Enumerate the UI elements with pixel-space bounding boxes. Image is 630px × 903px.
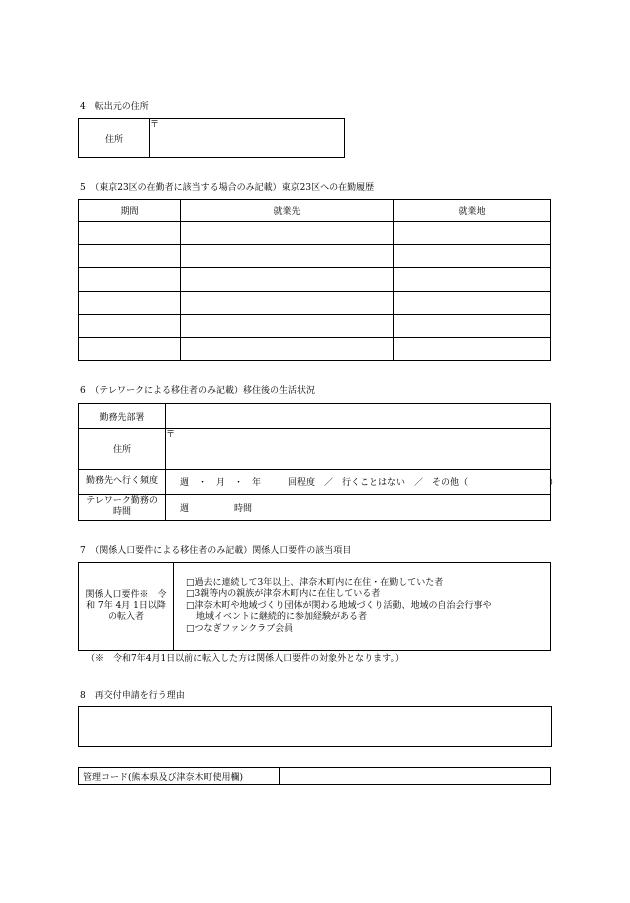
workplace-cell[interactable] — [394, 314, 551, 337]
relationship-requirement-table — [78, 562, 551, 651]
section8-heading: 8 再交付申請を行う理由 — [80, 691, 185, 701]
employer-cell[interactable] — [181, 314, 394, 337]
section7-heading: 7 （関係人口要件による移住者のみ記載）関係人口要件の該当項目 — [80, 546, 352, 556]
column-header-workplace: 就業地 — [394, 200, 551, 222]
telework-address-field[interactable] — [166, 429, 551, 469]
table-row — [79, 314, 551, 337]
employer-cell[interactable] — [181, 337, 394, 360]
section6-heading: 6 （テレワークによる移住者のみ記載）移住後の生活状況 — [80, 386, 316, 396]
option-community-activity-cont: 地域イベントに継続的に参加経験がある者 — [196, 612, 368, 623]
table-row — [79, 245, 551, 268]
telework-status-table — [78, 403, 559, 521]
period-cell[interactable] — [79, 314, 181, 337]
table-row — [79, 268, 551, 291]
relationship-options — [174, 563, 551, 651]
option-community-activity[interactable]: □津奈木町や地域づくり団体が関わる地域づくり活動、地域の自治会行事や — [186, 600, 492, 611]
relationship-requirement-label: 関係人口要件※ 令和 7年 4月 1日以降の転入者 — [79, 563, 174, 651]
admin-code-label: 管理コード(熊本県及び津奈木町使用欄) — [79, 768, 280, 785]
workplace-cell[interactable] — [394, 291, 551, 314]
period-cell[interactable] — [79, 222, 181, 245]
column-header-period: 期間 — [79, 200, 181, 222]
previous-address-field[interactable] — [150, 119, 345, 158]
department-label: 勤務先部署 — [79, 404, 166, 429]
employer-cell[interactable] — [181, 291, 394, 314]
period-cell[interactable] — [79, 245, 181, 268]
admin-code-table — [78, 767, 551, 785]
workplace-cell[interactable] — [394, 268, 551, 291]
previous-address-label: 住所 — [79, 119, 150, 158]
employer-cell[interactable] — [181, 222, 394, 245]
period-cell[interactable] — [79, 337, 181, 360]
work-history-table — [78, 199, 551, 361]
table-row — [79, 291, 551, 314]
commute-frequency-options[interactable]: 週 ・ 月 ・ 年 回程度 ／ 行くことはない ／ その他（ ） — [166, 469, 551, 494]
option-former-resident[interactable]: □過去に連続して3年以上、津奈木町内に在住・在勤していた者 — [186, 577, 444, 588]
column-header-employer: 就業先 — [181, 200, 394, 222]
employer-cell[interactable] — [181, 245, 394, 268]
previous-address-table — [78, 118, 345, 158]
department-field[interactable] — [166, 404, 551, 429]
workplace-cell[interactable] — [394, 245, 551, 268]
section5-heading: 5 （東京23区の在勤者に該当する場合のみ記載）東京23区への在勤履歴 — [80, 183, 375, 193]
table-row — [79, 222, 551, 245]
postal-mark: 〒 — [150, 120, 160, 130]
period-cell[interactable] — [79, 291, 181, 314]
section4-heading: 4 転出元の住所 — [80, 102, 149, 112]
relationship-note: （※ 令和7年4月1日以前に転入した方は関係人口要件の対象外となります。） — [86, 654, 404, 664]
telework-hours-field[interactable]: 週 時間 — [166, 494, 551, 520]
telework-address-label: 住所 — [79, 429, 166, 469]
reissue-reason-field[interactable] — [78, 706, 552, 747]
telework-hours-label: テレワーク勤務の時間 — [79, 494, 166, 520]
commute-frequency-label: 勤務先へ行く頻度 — [79, 469, 166, 494]
option-relative-resident[interactable]: □3親等内の親族が津奈木町内に在住している者 — [186, 589, 381, 600]
admin-code-field[interactable] — [280, 768, 551, 785]
option-fan-club[interactable]: □つなぎファンクラブ会員 — [186, 623, 294, 634]
workplace-cell[interactable] — [394, 222, 551, 245]
table-row — [79, 337, 551, 360]
employer-cell[interactable] — [181, 268, 394, 291]
period-cell[interactable] — [79, 268, 181, 291]
workplace-cell[interactable] — [394, 337, 551, 360]
postal-mark: 〒 — [166, 430, 176, 441]
